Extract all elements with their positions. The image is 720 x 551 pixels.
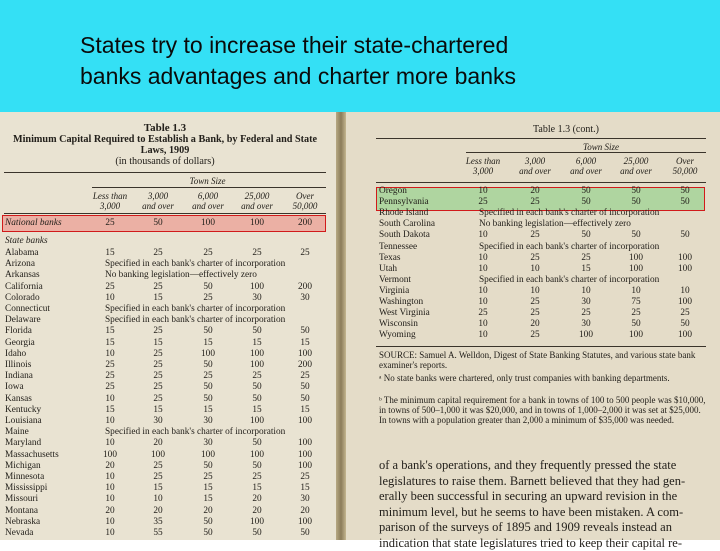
cell-value: 100: [660, 330, 710, 341]
cell-value: 10: [85, 349, 135, 360]
cell-value: 100: [660, 264, 710, 275]
cell-value: 25: [510, 308, 560, 319]
cell-value: 50: [183, 517, 233, 528]
cell-value: 30: [561, 319, 611, 330]
cell-value: 25: [561, 253, 611, 264]
column-header: 3,000: [133, 191, 183, 201]
row-name: Mississippi: [5, 483, 87, 494]
slide-title-line: banks advantages and charter more banks: [80, 61, 700, 92]
cell-value: 50: [183, 326, 233, 337]
row-name: Missouri: [5, 494, 87, 505]
cell-value: 200: [280, 282, 330, 293]
cell-value: 50: [280, 394, 330, 405]
table-rule: [466, 152, 706, 153]
cell-value: 25: [660, 308, 710, 319]
cell-value: 15: [183, 338, 233, 349]
cell-value: 25: [85, 371, 135, 382]
column-header: and over: [611, 166, 661, 176]
cell-value: 10: [458, 297, 508, 308]
book-photo: [0, 112, 720, 540]
cell-value: 50: [660, 230, 710, 241]
left-book-page: [0, 112, 336, 540]
cell-value: 15: [280, 338, 330, 349]
slide-title-line: States try to increase their state-chartered: [80, 30, 700, 61]
cell-value: 10: [458, 319, 508, 330]
cell-value: 15: [280, 405, 330, 416]
cell-value: 10: [458, 330, 508, 341]
cell-value: 15: [232, 483, 282, 494]
body-text-line: legislatures to raise them. Barnett believed that they had gen-: [379, 474, 719, 490]
row-name: Nevada: [5, 528, 87, 539]
cell-value: 20: [133, 438, 183, 449]
cell-value: 15: [85, 405, 135, 416]
row-name: Tennessee: [379, 242, 469, 253]
table-rule: [376, 346, 706, 347]
cell-value: 100: [85, 450, 135, 461]
column-header: 3,000: [458, 166, 508, 176]
row-name: West Virginia: [379, 308, 469, 319]
row-name: Texas: [379, 253, 469, 264]
row-name: Vermont: [379, 275, 469, 286]
cell-value: 30: [561, 297, 611, 308]
cell-value: 100: [232, 450, 282, 461]
row-name: Indiana: [5, 371, 87, 382]
cell-value: 50: [660, 186, 710, 197]
cell-value: 25: [133, 472, 183, 483]
cell-value: 25: [133, 382, 183, 393]
cell-value: 25: [183, 472, 233, 483]
cell-value: 10: [85, 494, 135, 505]
cell-value: 10: [85, 438, 135, 449]
span-text: Specified in each bank's charter of incorporation: [105, 259, 331, 270]
cell-value: 15: [280, 483, 330, 494]
cell-value: 15: [561, 264, 611, 275]
cell-value: 50: [611, 197, 661, 208]
row-name: Arkansas: [5, 270, 87, 281]
cell-value: 25: [85, 218, 135, 229]
cell-value: 25: [510, 330, 560, 341]
cell-value: 100: [232, 282, 282, 293]
cell-value: 30: [183, 416, 233, 427]
column-header: 50,000: [280, 201, 330, 211]
cell-value: 10: [85, 483, 135, 494]
cell-value: 10: [660, 286, 710, 297]
table-caption-line: Minimum Capital Required to Establish a Bank, by Federal and State: [0, 134, 330, 145]
cell-value: 30: [280, 494, 330, 505]
cell-value: 25: [280, 371, 330, 382]
cell-value: 25: [232, 248, 282, 259]
cell-value: 100: [611, 253, 661, 264]
cell-value: 100: [660, 253, 710, 264]
column-header: and over: [510, 166, 560, 176]
cell-value: 20: [85, 461, 135, 472]
column-header: and over: [561, 166, 611, 176]
cell-value: 25: [458, 197, 508, 208]
cell-value: 25: [85, 282, 135, 293]
cell-value: 25: [510, 197, 560, 208]
cell-value: 30: [232, 293, 282, 304]
cell-value: 25: [133, 394, 183, 405]
cell-value: 20: [133, 506, 183, 517]
column-header: and over: [183, 201, 233, 211]
cell-value: 10: [458, 264, 508, 275]
row-name: Washington: [379, 297, 469, 308]
state-banks-label: State banks: [5, 236, 95, 247]
column-header: 6,000: [561, 156, 611, 166]
span-text: Specified in each bank's charter of incorporation: [479, 275, 709, 286]
cell-value: 20: [85, 506, 135, 517]
cell-value: 50: [232, 382, 282, 393]
cell-value: 50: [660, 319, 710, 330]
cell-value: 50: [280, 382, 330, 393]
column-header: 3,000: [510, 156, 560, 166]
cell-value: 50: [232, 394, 282, 405]
cell-value: 50: [183, 282, 233, 293]
cell-value: 25: [280, 472, 330, 483]
cell-value: 100: [611, 330, 661, 341]
body-text-line: indication that state legislatures tried to keep their capital re-: [379, 536, 719, 551]
cell-value: 10: [85, 416, 135, 427]
cell-value: 15: [133, 338, 183, 349]
cell-value: 25: [183, 371, 233, 382]
cell-value: 15: [183, 405, 233, 416]
cell-value: 50: [183, 528, 233, 539]
cell-value: 30: [183, 438, 233, 449]
cell-value: 50: [660, 197, 710, 208]
cell-value: 15: [183, 483, 233, 494]
cell-value: 15: [133, 293, 183, 304]
cell-value: 20: [280, 506, 330, 517]
row-name: Illinois: [5, 360, 87, 371]
row-name: Montana: [5, 506, 87, 517]
cell-value: 50: [561, 186, 611, 197]
row-name: Minnesota: [5, 472, 87, 483]
row-name: Iowa: [5, 382, 87, 393]
cell-value: 10: [85, 528, 135, 539]
cell-value: 50: [232, 461, 282, 472]
span-text: No banking legislation—effectively zero: [479, 219, 709, 230]
cell-value: 100: [280, 461, 330, 472]
cell-value: 25: [232, 472, 282, 483]
cell-value: 10: [85, 517, 135, 528]
cell-value: 25: [510, 230, 560, 241]
town-size-label: Town Size: [526, 142, 676, 152]
column-header: Less than: [85, 191, 135, 201]
row-name: Utah: [379, 264, 469, 275]
column-header: Over: [280, 191, 330, 201]
row-name: Oregon: [379, 186, 469, 197]
cell-value: 35: [133, 517, 183, 528]
cell-value: 50: [232, 326, 282, 337]
row-name: Michigan: [5, 461, 87, 472]
cell-value: 10: [458, 230, 508, 241]
column-header: and over: [133, 201, 183, 211]
row-name: Louisiana: [5, 416, 87, 427]
cell-value: 50: [183, 461, 233, 472]
cell-value: 100: [280, 438, 330, 449]
cell-value: 20: [510, 186, 560, 197]
cell-value: 50: [183, 382, 233, 393]
body-text-line: minimum level, but he seems to have been mistaken. A com-: [379, 505, 719, 521]
cell-value: 100: [232, 517, 282, 528]
row-name: South Carolina: [379, 219, 469, 230]
row-name: Wyoming: [379, 330, 469, 341]
column-header: and over: [232, 201, 282, 211]
row-name: South Dakota: [379, 230, 469, 241]
row-name: Connecticut: [5, 304, 87, 315]
row-name: Georgia: [5, 338, 87, 349]
column-header: Over: [660, 156, 710, 166]
cell-value: 25: [133, 349, 183, 360]
cell-value: 100: [232, 349, 282, 360]
row-name: Delaware: [5, 315, 87, 326]
body-text-line: parison of the surveys of 1895 and 1909 reveals instead an: [379, 520, 719, 536]
cell-value: 30: [280, 293, 330, 304]
right-book-page: [346, 112, 720, 540]
cell-value: 25: [458, 308, 508, 319]
cell-value: 15: [85, 326, 135, 337]
cell-value: 10: [510, 286, 560, 297]
cell-value: 50: [611, 319, 661, 330]
span-text: Specified in each bank's charter of incorporation: [479, 208, 709, 219]
column-header: 50,000: [660, 166, 710, 176]
span-text: Specified in each bank's charter of incorporation: [105, 304, 331, 315]
table-rule: [376, 138, 706, 139]
cell-value: 20: [232, 506, 282, 517]
cell-value: 200: [280, 360, 330, 371]
cell-value: 50: [280, 326, 330, 337]
cell-value: 25: [85, 382, 135, 393]
cell-value: 25: [232, 371, 282, 382]
cell-value: 100: [280, 517, 330, 528]
cell-value: 100: [280, 450, 330, 461]
cell-value: 25: [133, 326, 183, 337]
cell-value: 100: [232, 218, 282, 229]
cell-value: 50: [280, 528, 330, 539]
cell-value: 10: [133, 494, 183, 505]
cell-value: 200: [280, 218, 330, 229]
cell-value: 25: [561, 308, 611, 319]
cell-value: 15: [85, 248, 135, 259]
cell-value: 25: [280, 248, 330, 259]
cell-value: 100: [183, 450, 233, 461]
cell-value: 20: [232, 494, 282, 505]
table-caption-line: (in thousands of dollars): [0, 156, 330, 167]
cell-value: 10: [458, 186, 508, 197]
cell-value: 15: [232, 405, 282, 416]
cell-value: 15: [232, 338, 282, 349]
cell-value: 25: [133, 360, 183, 371]
cell-value: 20: [510, 319, 560, 330]
cell-value: 100: [133, 450, 183, 461]
body-text-line: of a bank's operations, and they frequently pressed the state: [379, 458, 719, 474]
cell-value: 25: [133, 282, 183, 293]
span-text: No banking legislation—effectively zero: [105, 270, 331, 281]
row-name: Nebraska: [5, 517, 87, 528]
row-name: Rhode Island: [379, 208, 469, 219]
row-name: Kentucky: [5, 405, 87, 416]
row-name: National banks: [5, 218, 90, 229]
cell-value: 10: [458, 286, 508, 297]
row-name: Colorado: [5, 293, 87, 304]
cell-value: 25: [133, 461, 183, 472]
cell-value: 25: [611, 308, 661, 319]
cell-value: 25: [133, 371, 183, 382]
row-name: Maryland: [5, 438, 87, 449]
cell-value: 50: [133, 218, 183, 229]
row-name: Florida: [5, 326, 87, 337]
column-header: 6,000: [183, 191, 233, 201]
footnote: ᵃ No state banks were chartered, only trust companies with banking departments.: [379, 373, 707, 383]
span-text: Specified in each bank's charter of incorporation: [105, 315, 331, 326]
cell-value: 100: [232, 360, 282, 371]
cell-value: 50: [183, 360, 233, 371]
cell-value: 25: [85, 360, 135, 371]
cell-value: 50: [561, 230, 611, 241]
column-header: 25,000: [611, 156, 661, 166]
cell-value: 100: [183, 349, 233, 360]
cell-value: 25: [510, 253, 560, 264]
cell-value: 100: [280, 349, 330, 360]
book-gutter: [336, 112, 346, 540]
cell-value: 10: [85, 472, 135, 483]
table-label: Table 1.3 (cont.): [466, 124, 666, 135]
cell-value: 75: [611, 297, 661, 308]
cell-value: 10: [458, 253, 508, 264]
cell-value: 10: [510, 264, 560, 275]
cell-value: 50: [232, 438, 282, 449]
cell-value: 25: [510, 297, 560, 308]
town-size-label: Town Size: [140, 176, 275, 186]
cell-value: 25: [133, 248, 183, 259]
footnote: ᵇ The minimum capital requirement for a bank in towns of 100 to 500 people was $10,000, in towns of 500–1,000 it was $20,000, and in towns of 1,000–2,000 it was set at $25,000. In towns with a population greater than 2,000 a minimum of $35,000 was needed.: [379, 395, 707, 426]
cell-value: 15: [133, 483, 183, 494]
cell-value: 25: [183, 293, 233, 304]
cell-value: 50: [561, 197, 611, 208]
cell-value: 50: [232, 528, 282, 539]
row-name: Pennsylvania: [379, 197, 469, 208]
table-rule: [92, 187, 326, 188]
cell-value: 50: [611, 186, 661, 197]
span-text: Specified in each bank's charter of incorporation: [479, 242, 709, 253]
column-header: 3,000: [85, 201, 135, 211]
cell-value: 100: [611, 264, 661, 275]
cell-value: 15: [183, 494, 233, 505]
row-name: Massachusetts: [5, 450, 87, 461]
cell-value: 15: [133, 405, 183, 416]
span-text: Specified in each bank's charter of incorporation: [105, 427, 331, 438]
cell-value: 30: [133, 416, 183, 427]
row-name: Alabama: [5, 248, 87, 259]
body-text-line: erally been successful in securing an upward revision in the: [379, 489, 719, 505]
table-rule: [376, 182, 706, 183]
cell-value: 50: [183, 394, 233, 405]
source-note: SOURCE: Samuel A. Welldon, Digest of State Banking Statutes, and various state bank examiner's reports.: [379, 350, 707, 370]
cell-value: 100: [660, 297, 710, 308]
row-name: California: [5, 282, 87, 293]
cell-value: 100: [183, 218, 233, 229]
cell-value: 10: [85, 394, 135, 405]
row-name: Wisconsin: [379, 319, 469, 330]
table-caption-line: Laws, 1909: [0, 145, 330, 156]
table-rule: [4, 213, 326, 214]
cell-value: 20: [183, 506, 233, 517]
cell-value: 100: [232, 416, 282, 427]
slide-title: [80, 30, 700, 92]
cell-value: 100: [561, 330, 611, 341]
cell-value: 10: [85, 293, 135, 304]
row-name: Idaho: [5, 349, 87, 360]
row-name: Kansas: [5, 394, 87, 405]
cell-value: 25: [183, 248, 233, 259]
table-rule: [4, 172, 326, 173]
row-name: Virginia: [379, 286, 469, 297]
column-header: 25,000: [232, 191, 282, 201]
cell-value: 100: [280, 416, 330, 427]
row-name: Maine: [5, 427, 87, 438]
cell-value: 50: [611, 230, 661, 241]
row-name: Arizona: [5, 259, 87, 270]
column-header: Less than: [458, 156, 508, 166]
cell-value: 10: [611, 286, 661, 297]
cell-value: 15: [85, 338, 135, 349]
cell-value: 10: [561, 286, 611, 297]
table-label: Table 1.3: [0, 122, 330, 134]
cell-value: 55: [133, 528, 183, 539]
